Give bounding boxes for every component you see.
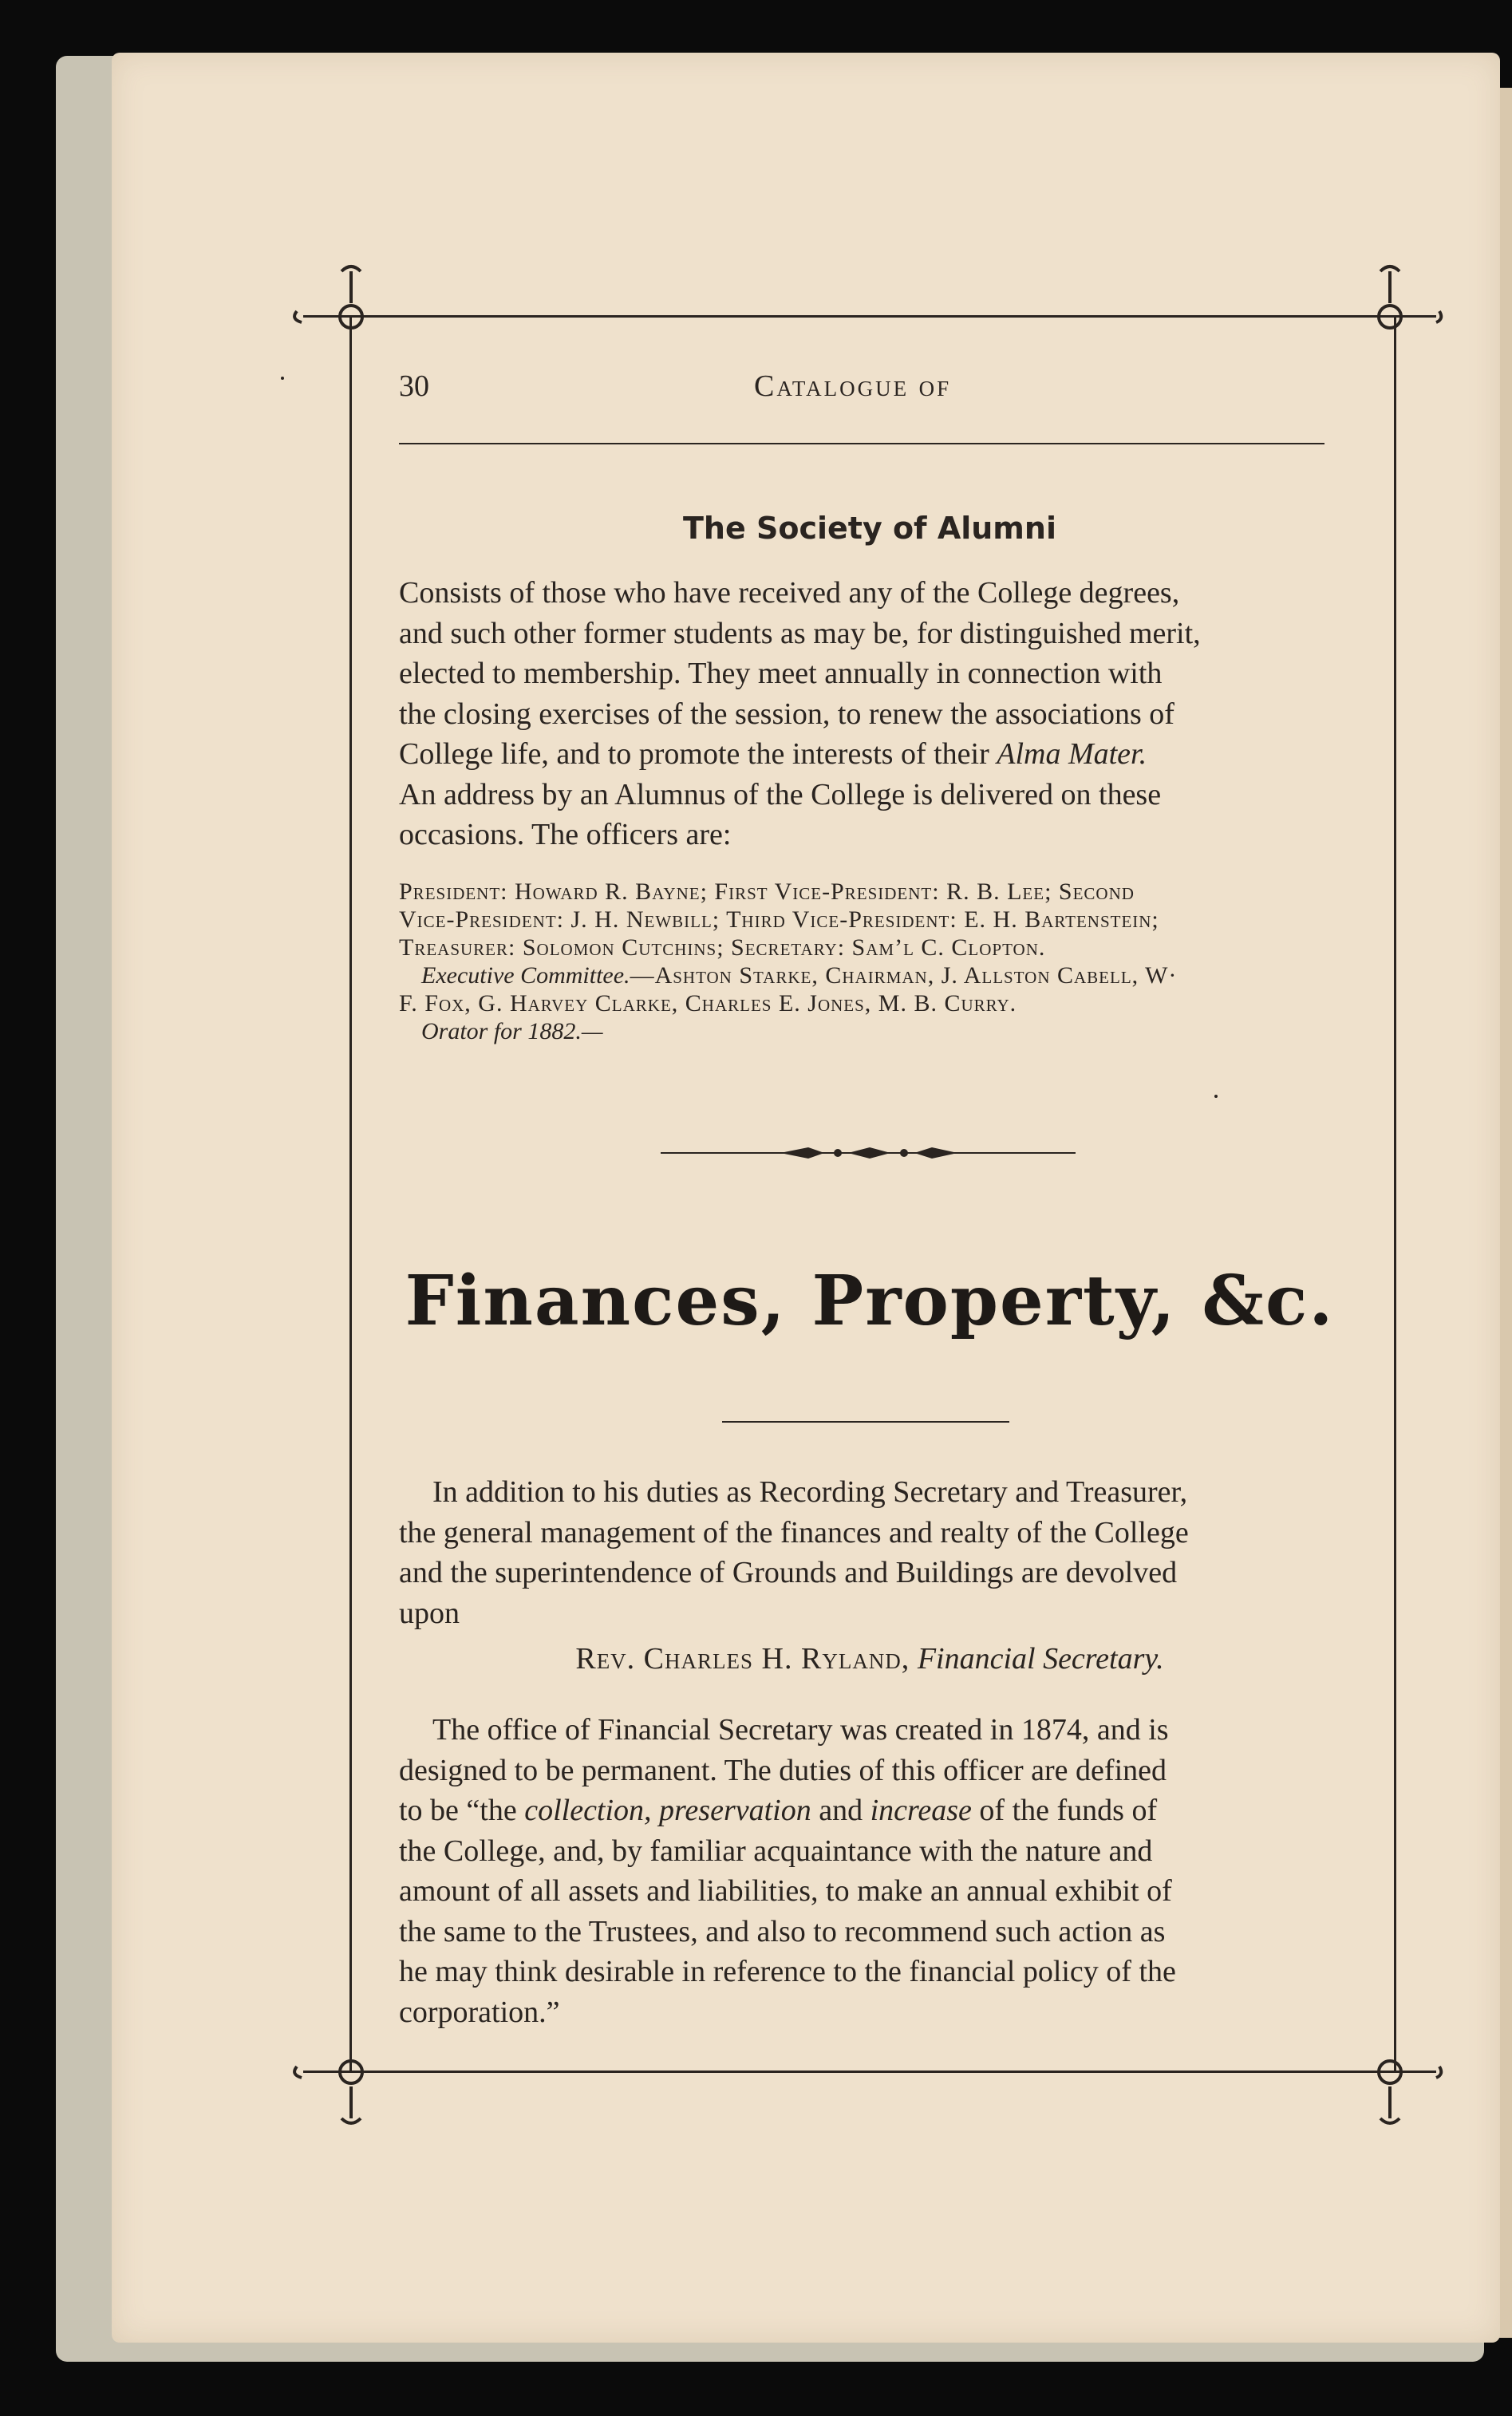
committee-line: Executive Committee.—Ashton Starke, Chairman, J. Allston Cabell, W· [421, 962, 1178, 989]
page-number: 30 [399, 369, 429, 403]
paper-speck [281, 377, 284, 380]
heading-rule [722, 1421, 1009, 1423]
finances-line: and the superintendence of Grounds and Buildings are devolved [399, 1556, 1178, 1589]
alumni-line: elected to membership. They meet annually in connection with [399, 657, 1163, 690]
office-line: the College, and, by familiar acquaintance with the nature and [399, 1834, 1153, 1868]
office-line: designed to be permanent. The duties of this officer are defined [399, 1753, 1167, 1787]
alumni-line: College life, and to promote the interests of their Alma Mater. [399, 737, 1147, 771]
office-line: to be “the collection, preservation and increase of the funds of [399, 1794, 1158, 1827]
paper-speck [1214, 1095, 1218, 1098]
committee-line: F. Fox, G. Harvey Clarke, Charles E. Jones, M. B. Curry. [399, 990, 1017, 1017]
officers-line: President: Howard R. Bayne; First Vice-President: R. B. Lee; Second [399, 878, 1135, 905]
running-title: Catalogue of [754, 369, 952, 403]
committee-label: Executive Committee. [421, 962, 630, 989]
alumni-intro [399, 573, 1340, 855]
financial-secretary-line [399, 1641, 1340, 1676]
finances-line: upon [399, 1596, 460, 1630]
office-line: The office of Financial Secretary was created in 1874, and is [432, 1713, 1169, 1747]
office-line: the same to the Trustees, and also to recommend such action as [399, 1914, 1166, 1948]
finances-line: the general management of the finances and realty of the College [399, 1515, 1189, 1549]
office-paragraph [399, 1710, 1340, 2032]
finances-intro [399, 1472, 1340, 1633]
finances-line: In addition to his duties as Recording Secretary and Treasurer, [432, 1475, 1188, 1509]
alumni-line: and such other former students as may be, for distinguished merit, [399, 616, 1201, 650]
alumni-line: An address by an Alumnus of the College is delivered on these [399, 777, 1162, 811]
office-line: he may think desirable in reference to the financial policy of the [399, 1955, 1176, 1988]
orator-line: Orator for 1882.— [421, 1018, 603, 1044]
alma-mater: Alma Mater. [997, 737, 1147, 771]
alumni-heading: The Society of Alumni [683, 511, 1056, 546]
finances-heading: Finances, Property, &c. [405, 1261, 1335, 1341]
officers-line: Treasurer: Solomon Cutchins; Secretary: Sam’l C. Clopton. [399, 934, 1046, 961]
officer-name: Rev. Charles H. Ryland, [575, 1642, 910, 1676]
office-line: corporation.” [399, 1995, 560, 2029]
alumni-line: the closing exercises of the session, to renew the associations of [399, 697, 1174, 731]
office-line: amount of all assets and liabilities, to make an annual exhibit of [399, 1874, 1172, 1908]
alumni-officers [399, 878, 1340, 1045]
alumni-line: occasions. The officers are: [399, 818, 732, 851]
officers-line: Vice-President: J. H. Newbill; Third Vice-President: E. H. Bartenstein; [399, 906, 1159, 933]
fleuron-divider [661, 1144, 1076, 1162]
header-rule [399, 443, 1324, 444]
alumni-line: Consists of those who have received any of the College degrees, [399, 576, 1180, 610]
officer-title: Financial Secretary. [917, 1642, 1164, 1676]
